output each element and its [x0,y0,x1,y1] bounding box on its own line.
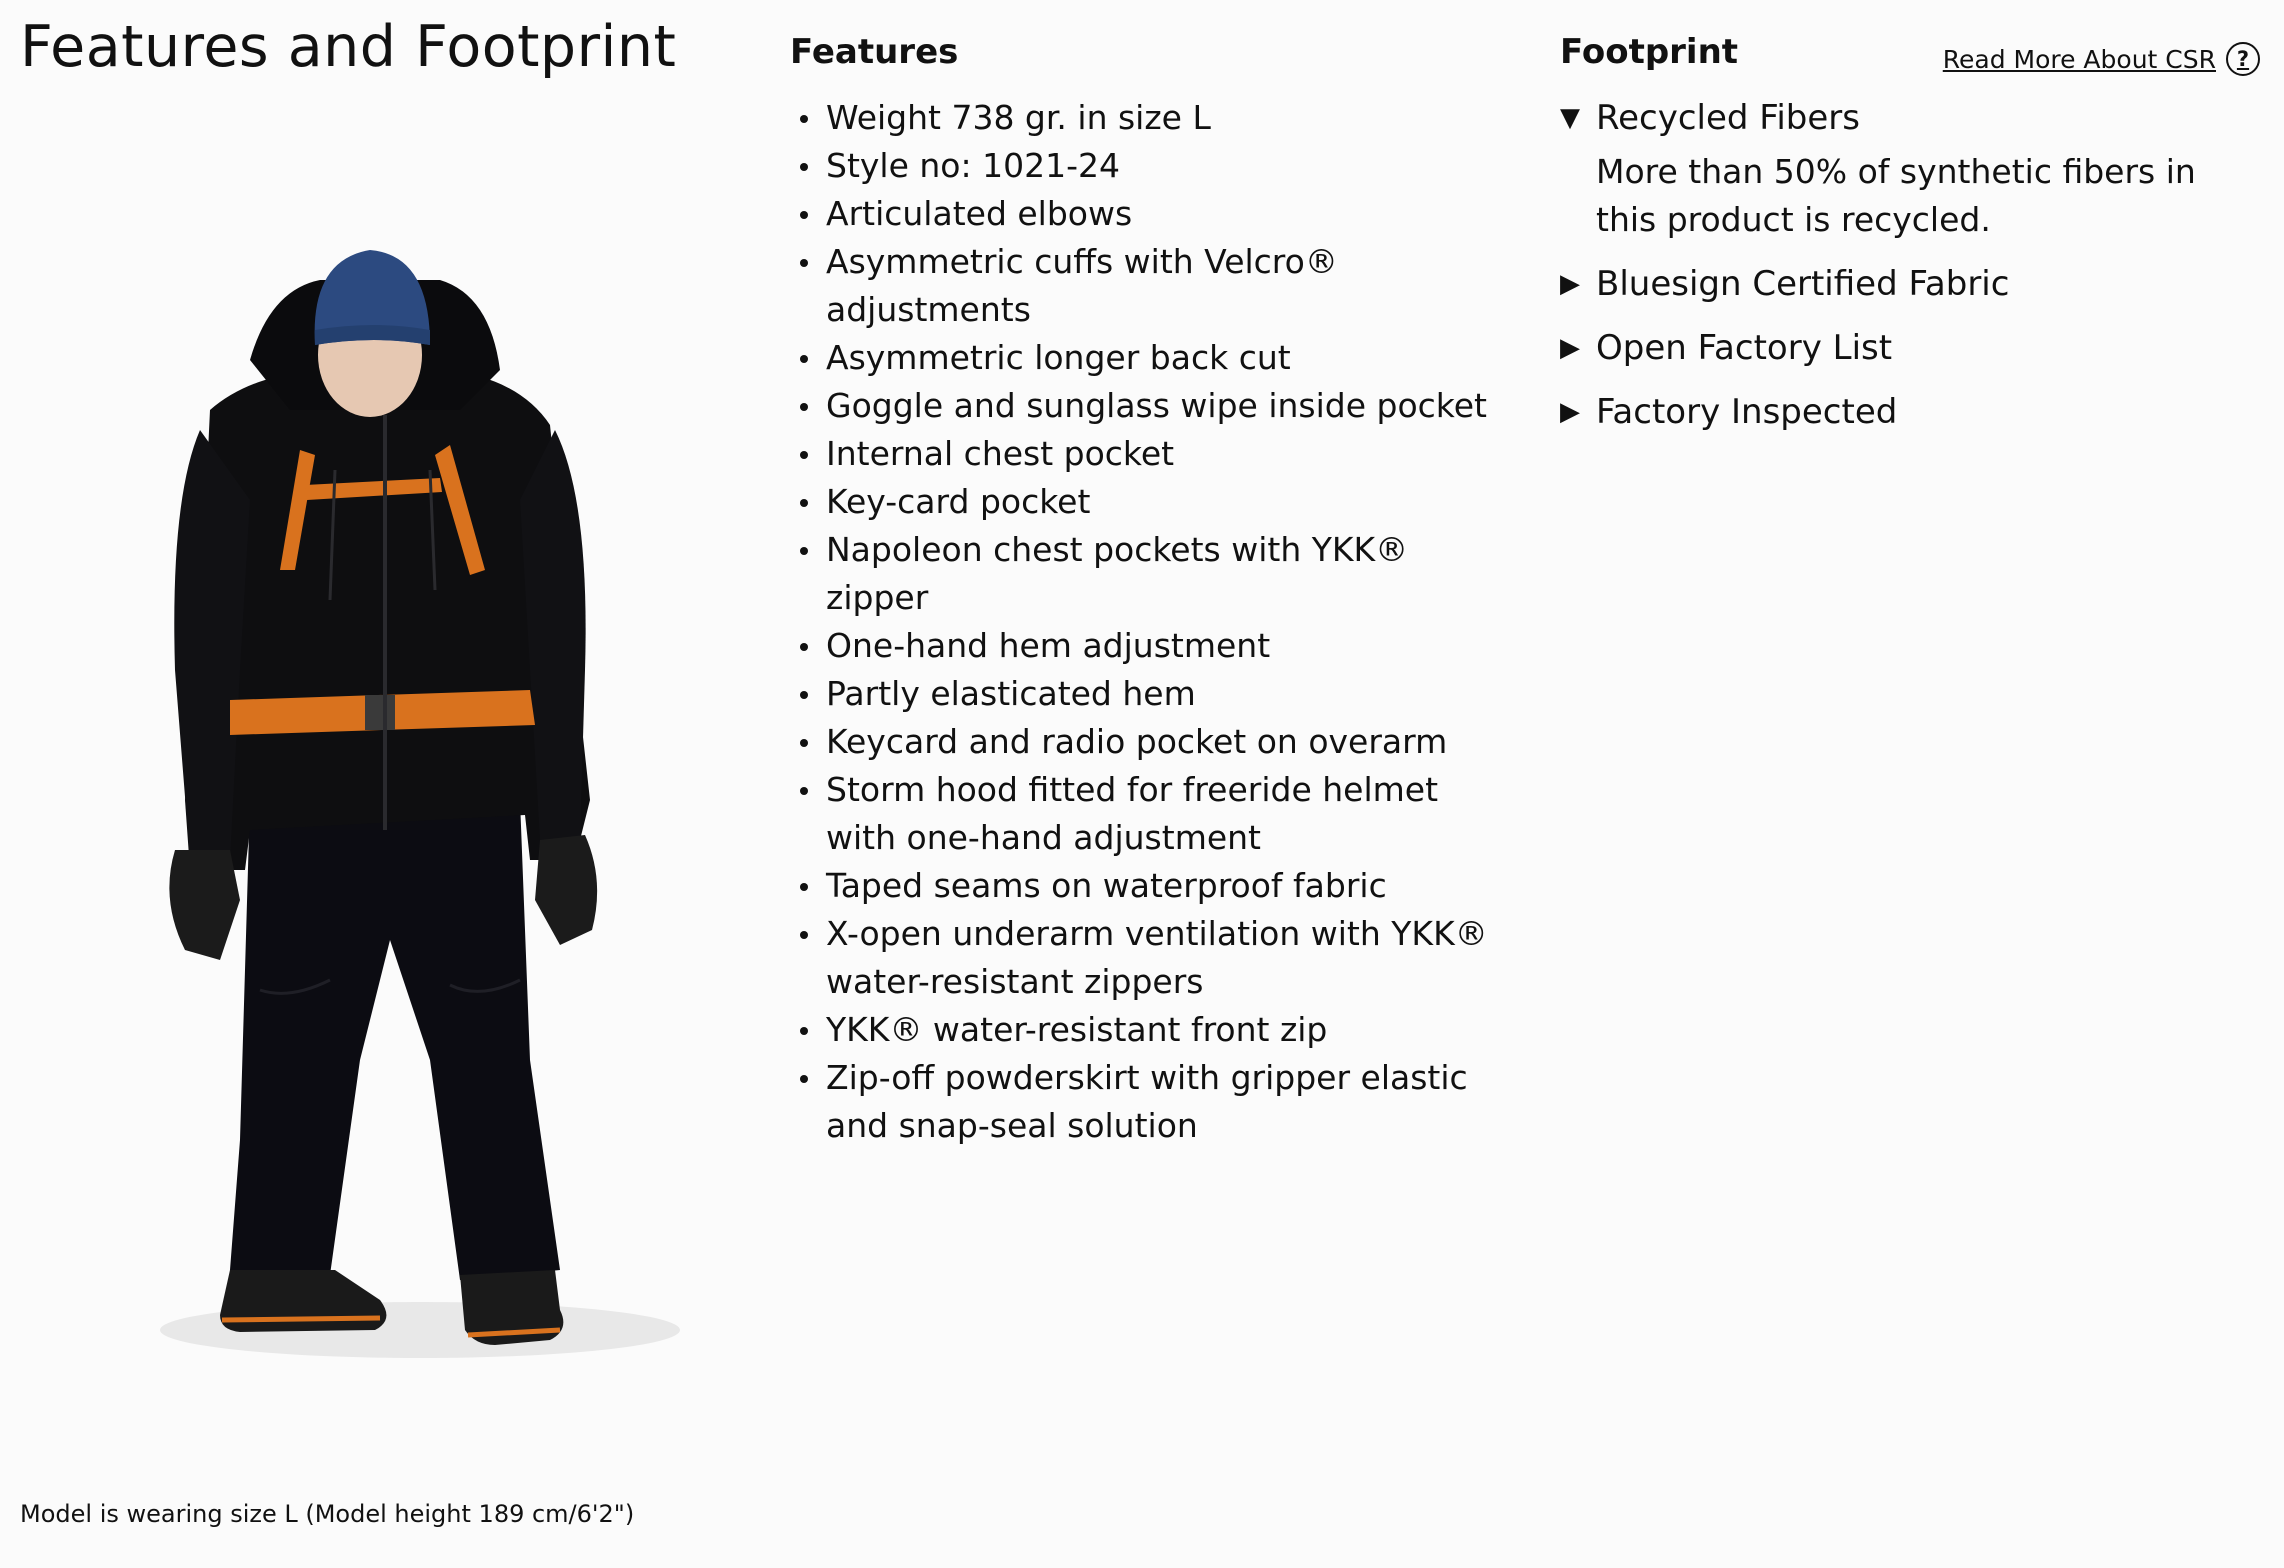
list-item: Asymmetric longer back cut [790,334,1510,382]
accordion-label: Factory Inspected [1596,392,1898,432]
accordion-item-open-factory-list [1560,324,2260,372]
accordion-item-recycled-fibers [1560,94,2260,244]
accordion-label: Recycled Fibers [1596,98,1860,138]
accordion-toggle-open-factory-list[interactable] [1560,324,2260,372]
list-item: Keycard and radio pocket on overarm [790,718,1510,766]
list-item: Storm hood fitted for freeride helmet with one-hand adjustment [790,766,1510,862]
list-item: Goggle and sunglass wipe inside pocket [790,382,1510,430]
list-item: X-open underarm ventilation with YKK® water-resistant zippers [790,910,1510,1006]
list-item: Napoleon chest pockets with YKK® zipper [790,526,1510,622]
list-item: Zip-off powderskirt with gripper elastic and snap-seal solution [790,1054,1510,1150]
list-item: Weight 738 gr. in size L [790,94,1510,142]
accordion-toggle-recycled-fibers[interactable] [1560,94,2260,142]
footprint-heading: Footprint [1560,32,1739,72]
footprint-section [1560,32,2260,452]
accordion-item-bluesign [1560,260,2260,308]
list-item: Articulated elbows [790,190,1510,238]
features-list [790,94,1510,1150]
list-item: YKK® water-resistant front zip [790,1006,1510,1054]
features-heading: Features [790,32,959,72]
accordion-label: Open Factory List [1596,328,1893,368]
question-mark-icon[interactable]: ? [2226,42,2260,76]
accordion-item-factory-inspected [1560,388,2260,436]
triangle-down-icon: ▼ [1560,103,1580,133]
list-item: Style no: 1021-24 [790,142,1510,190]
accordion-toggle-factory-inspected[interactable] [1560,388,2260,436]
model-size-caption: Model is wearing size L (Model height 189 cm/6'2") [20,1500,635,1528]
triangle-right-icon: ▶ [1560,269,1580,299]
read-more-csr-link[interactable] [1943,42,2260,76]
list-item: Partly elasticated hem [790,670,1510,718]
list-item: Taped seams on waterproof fabric [790,862,1510,910]
features-section [790,32,1510,1150]
accordion-label: Bluesign Certified Fabric [1596,264,2010,304]
list-item: Key-card pocket [790,478,1510,526]
footprint-accordion [1560,94,2260,436]
list-item: Internal chest pocket [790,430,1510,478]
triangle-right-icon: ▶ [1560,333,1580,363]
accordion-toggle-bluesign[interactable] [1560,260,2260,308]
accordion-content: More than 50% of synthetic fibers in this product is recycled. [1596,152,2196,239]
triangle-right-icon: ▶ [1560,397,1580,427]
csr-link-label: Read More About CSR [1942,44,2216,74]
list-item: Asymmetric cuffs with Velcro® adjustments [790,238,1510,334]
product-model-image [130,240,690,1380]
list-item: One-hand hem adjustment [790,622,1510,670]
page-title: Features and Footprint [20,14,677,80]
